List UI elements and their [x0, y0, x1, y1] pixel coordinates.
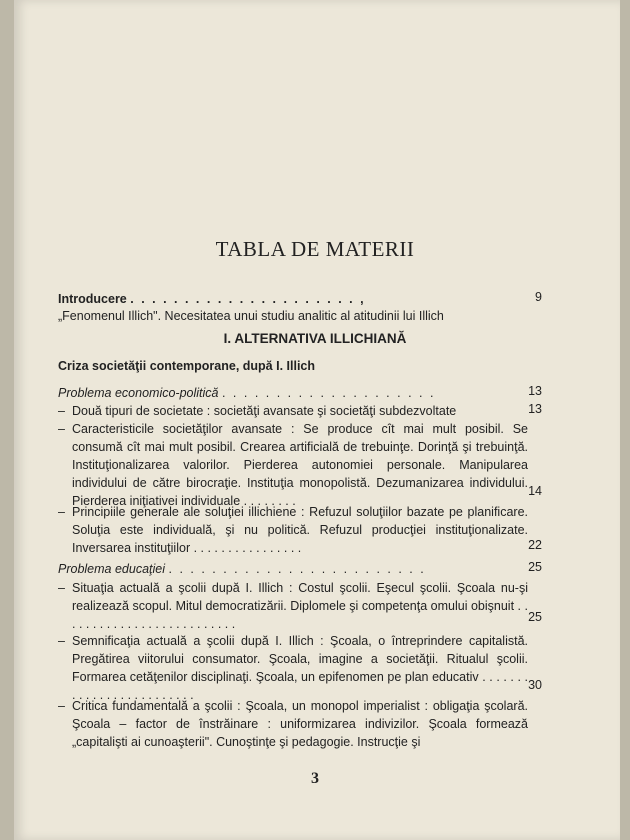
introducere-page: 9 [535, 290, 542, 304]
list-item-page: 22 [528, 538, 542, 552]
criza-heading: Criza societăţii contemporane, după I. Illich [58, 359, 316, 373]
toc-introducere [58, 290, 528, 308]
list-item-page: 14 [528, 484, 542, 498]
list-item: – Caracteristicile societăţilor avansate : Se produce cît mai mult posibil. Se consumă cît mai mult posibil. Crearea artificială de trebuinţe. Dorinţă şi trebuinţă. Instituţionalizarea valorilor. Pierderea autonomiei personale. Manipularea individului de către birocraţie. Instituţia monopolistă. Dezumanizarea individului. Pierderea iniţiativei individuale . . . . . . . . [58, 422, 528, 508]
toc-problema-eco [58, 384, 528, 402]
problema-eco-page: 13 [528, 384, 542, 398]
list-item-page: 25 [528, 610, 542, 624]
toc-problema-edu [58, 560, 528, 578]
problema-edu-dots: . . . . . . . . . . . . . . . . . . . . . . . . [168, 562, 426, 576]
list-item: – Principiile generale ale soluţiei illichiene : Refuzul soluţiilor bazate pe planificare. Soluţia este individuală, şi nu politică. Refuzul producţiei instituţionalizate. Inversarea instituţiilor . . . . . . . . . . . . . . . . [58, 505, 528, 555]
section-title: I. ALTERNATIVA ILLICHIANĂ [223, 331, 407, 346]
list-item: – Critica fundamentală a şcolii : Şcoala, un monopol imperialist : obligaţia şcolară. Şcoala – factor de înstrăinare : uniformizarea indivizilor. Şcoala formează „capitalişti ai cunoaşterii". Cunoştinţe şi pedagogie. Instrucţie şi [58, 699, 528, 749]
list-item-page: 13 [528, 402, 542, 416]
problema-edu-label: Problema educaţiei [58, 562, 166, 576]
list-item: – Situaţia actuală a şcolii după I. Illich : Costul şcolii. Eşecul şcolii. Şcoala nu-şi realizează scopul. Mitul democratizării. Diplomele şi competenţa omului obişnuit . . . . . . . . . . . . . . . . . . . . . . . . . . [58, 581, 528, 631]
list-item: – Semnificaţia actuală a şcolii după I. Illich : Şcoala, o întreprindere capitalistă. Pregătirea viitorului consumator. Şcoala, imagine a societăţii. Ritualul şcolii. Formarea cetăţenilor disciplinaţi. Şcoala, un epifenomen pe plan educativ . . . . . . . . . . . . . . . . . . . . . . . . . [58, 634, 528, 702]
problema-eco-label: Problema economico-politică [58, 386, 219, 400]
page-number: 3 [311, 770, 319, 787]
page-title: TABLA DE MATERII [215, 237, 415, 261]
list-item-page: 30 [528, 678, 542, 692]
introducere-label: Introducere [58, 292, 127, 306]
subtitle-line: „Fenomenul Illich". Necesitatea unui studiu analitic al atitudinii lui Illich [58, 309, 444, 323]
problema-edu-page: 25 [528, 560, 542, 574]
introducere-dots: . . . . . . . . . . . . . . . . . . . . . , [130, 292, 366, 306]
problema-eco-dots: . . . . . . . . . . . . . . . . . . . . [221, 386, 436, 400]
list-item: – Două tipuri de societate : societăţi avansate şi societăţi subdezvoltate [58, 404, 457, 418]
